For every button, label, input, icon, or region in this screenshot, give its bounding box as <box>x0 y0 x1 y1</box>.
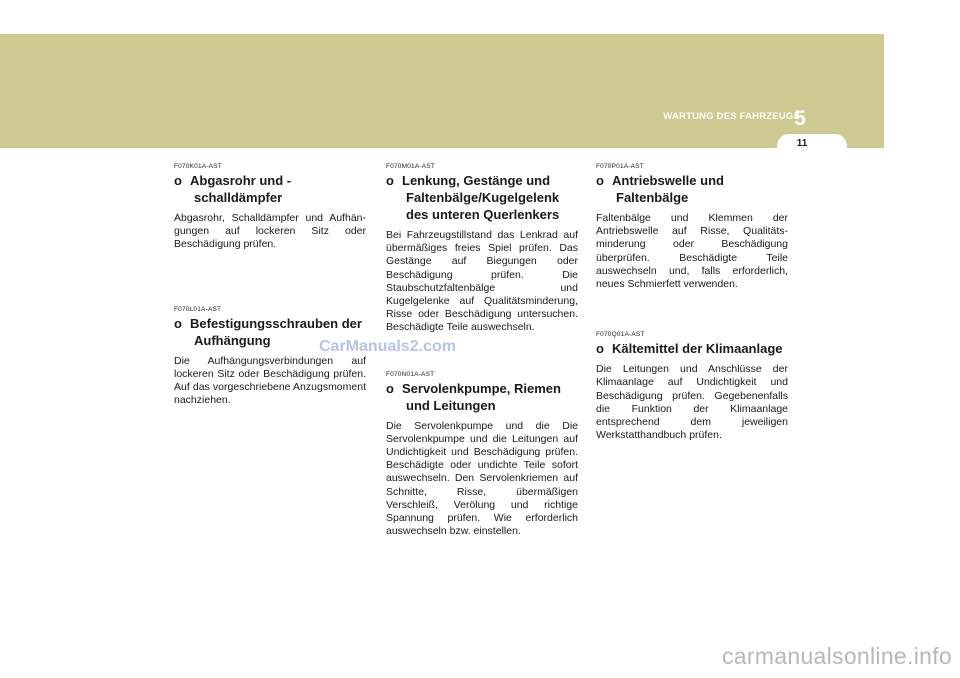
section-steering <box>386 163 578 335</box>
section-code: F070N01A-AST <box>386 370 435 378</box>
section-heading <box>596 340 788 357</box>
section-body: Die Aufhängungsverbindungen auf lockeren Sitz oder Beschädigung prüfen. Auf das vorgeschriebene Anzugsmoment nachziehen. <box>174 354 366 407</box>
section-title: WARTUNG DES FAHRZEUGS <box>663 111 800 122</box>
section-heading <box>596 172 788 206</box>
section-code: F070M01A-AST <box>386 163 436 170</box>
section-body: Bei Fahrzeugstillstand das Lenkrad auf übermäßiges freies Spiel prüfen. Das Gestänge auf Biegungen oder Beschädigung prüfen. Die Staubschutzfaltenbälge und Kugelgelenke auf Qualitätsminderung, Risse oder Beschädigung untersuchen. Beschädigte Teile auswechseln. <box>386 229 578 334</box>
section-refrigerant <box>596 331 788 442</box>
bullet: o <box>174 315 182 331</box>
section-code: F070L01A-AST <box>174 305 222 313</box>
bullet: o <box>596 341 604 357</box>
page-number: 11 <box>796 138 808 149</box>
bullet: o <box>596 173 604 188</box>
section-code: F070Q01A-AST <box>596 331 645 339</box>
section-suspension-bolts <box>174 306 366 408</box>
bullet: o <box>386 380 394 396</box>
section-power-steering <box>386 371 578 539</box>
section-drive-shaft <box>596 163 788 291</box>
section-title: Kältemittel der Klimaanlage <box>612 341 783 357</box>
section-heading <box>386 172 578 223</box>
chapter-number: 5 <box>794 107 806 130</box>
column-right <box>596 163 788 442</box>
section-code: F070P01A-AST <box>596 163 644 170</box>
section-title: Servolenkpumpe, Riemen und Leitungen <box>402 380 561 413</box>
section-heading <box>174 172 366 206</box>
section-heading <box>386 380 578 414</box>
section-body: Die Servolenkpumpe und die Die Servolenkpumpe und die Leitungen auf Undichtigkeit und Beschädigung prüfen. Beschädigte oder undichte Teile sofort auswechseln. Den Servolenkriemen auf Schnitte, Risse, übermäßigen Verschleiß, Verölung und richtige Spannung prüfen. Wie erforderlich auswechseln bzw. einstellen. <box>386 419 578 538</box>
section-body: Faltenbälge und Klemmen der Antriebswelle auf Risse, Qualitäts-minderung oder Beschädigung überprüfen. Beschädigte Teile auswechseln und, falls erforderlich, neues Schmierfett verwenden. <box>596 212 788 291</box>
bullet: o <box>174 173 182 188</box>
section-title: Befestigungsschrauben der Aufhängung <box>190 315 362 348</box>
section-body: Die Leitungen und Anschlüsse der Klimaanlage auf Undichtigkeit und Beschädigung prüfen. Gegebenenfalls die Funktion der Klimaanlage entsprechend dem jeweiligen Werkstatthandbuch prüfen. <box>596 363 788 442</box>
section-body: Abgasrohr, Schalldämpfer und Aufhän-gungen auf lockeren Sitz oder Beschädigung prüfen. <box>174 212 366 251</box>
section-title: Antriebswelle und Faltenbälge <box>612 173 724 205</box>
bullet: o <box>386 173 394 188</box>
section-exhaust <box>174 163 366 252</box>
footer-watermark: carmanualsonline.info <box>721 643 952 669</box>
section-title: Abgasrohr und - schalldämpfer <box>190 173 292 205</box>
watermark: CarManuals2.com <box>319 338 456 355</box>
column-left <box>174 163 366 407</box>
header-band <box>0 34 884 148</box>
section-code: F070K01A-AST <box>174 163 222 170</box>
section-title: Lenkung, Gestänge und Faltenbälge/Kugelgelenk des unteren Querlenkers <box>402 173 560 222</box>
